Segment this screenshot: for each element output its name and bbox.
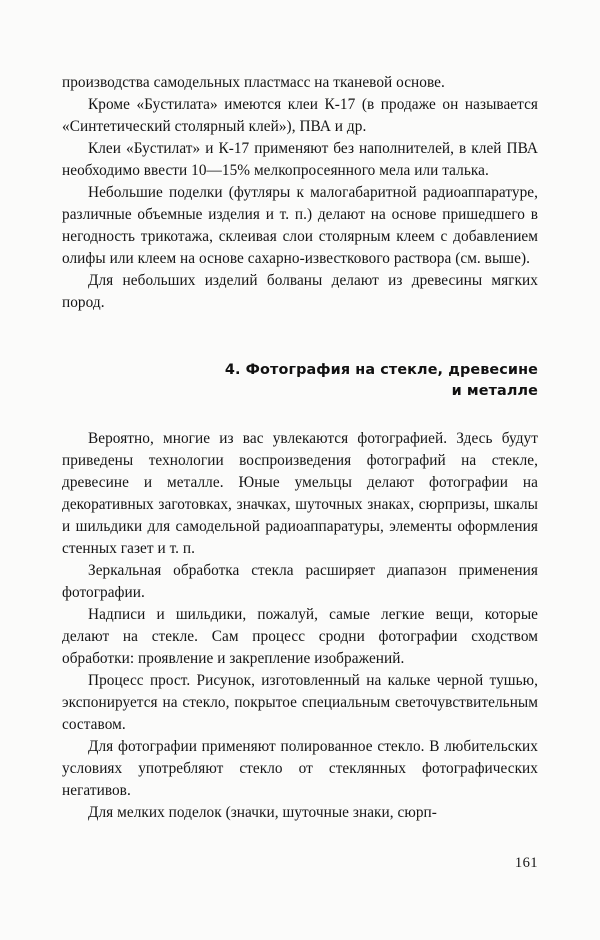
section-heading-line-1: 4. Фотография на стекле, древесине	[224, 362, 538, 378]
paragraph: Для мелких поделок (значки, шуточные знаки, сюрп-	[88, 804, 437, 821]
paragraph: Зеркальная обработка стекла расширяет диапазон применения фотографии.	[62, 562, 538, 601]
paragraph: Вероятно, многие из вас увлекаются фотографией. Здесь будут приведены технологии воспроизведения фотографий на стекле, древесине и металле. Юные умельцы делают фотографии на декоративных заготовках, значках, шуточных знаках, сюрпризы, шкалы и шильдики для самодельной радиоаппаратуры, элементы оформления стенных газет и т. п.	[62, 430, 538, 557]
paragraph: производства самодельных пластмасс на тканевой основе.	[62, 74, 445, 91]
paragraph: Процесс прост. Рисунок, изготовленный на кальке черной тушью, экспонируется на стекло, покрытое специальным светочувствительным составом.	[62, 672, 538, 733]
paragraph: Небольшие поделки (футляры к малогабаритной радиоаппаратуре, различные объемные изделия и т. п.) делают на основе пришедшего в негодность трикотажа, склеивая слои столярным клеем с добавлением олифы или клеем на основе сахарно-известкового раствора (см. выше).	[62, 184, 538, 267]
paragraph: Надписи и шильдики, пожалуй, самые легкие вещи, которые делают на стекле. Сам процесс сродни фотографии сходством обработки: проявление и закрепление изображений.	[62, 606, 538, 667]
paragraph: Для небольших изделий болваны делают из древесины мягких пород.	[62, 272, 538, 311]
text-block-bottom	[62, 428, 538, 824]
heading-spacer	[62, 402, 538, 428]
text-block-top	[62, 72, 538, 314]
section-heading-line-2: и металле	[451, 383, 538, 399]
paragraph: Для фотографии применяют полированное стекло. В любительских условиях употребляют стекло от стеклянных фотографических негативов.	[62, 738, 538, 799]
section-heading	[62, 314, 538, 402]
paragraph: Клеи «Бустилат» и К-17 применяют без наполнителей, в клей ПВА необходимо ввести 10—15% мелкопросеянного мела или талька.	[62, 140, 538, 179]
paragraph: Кроме «Бустилата» имеются клеи К-17 (в продаже он называется «Синтетический столярный клей»), ПВА и др.	[62, 96, 538, 135]
page-number: 161	[514, 855, 538, 871]
